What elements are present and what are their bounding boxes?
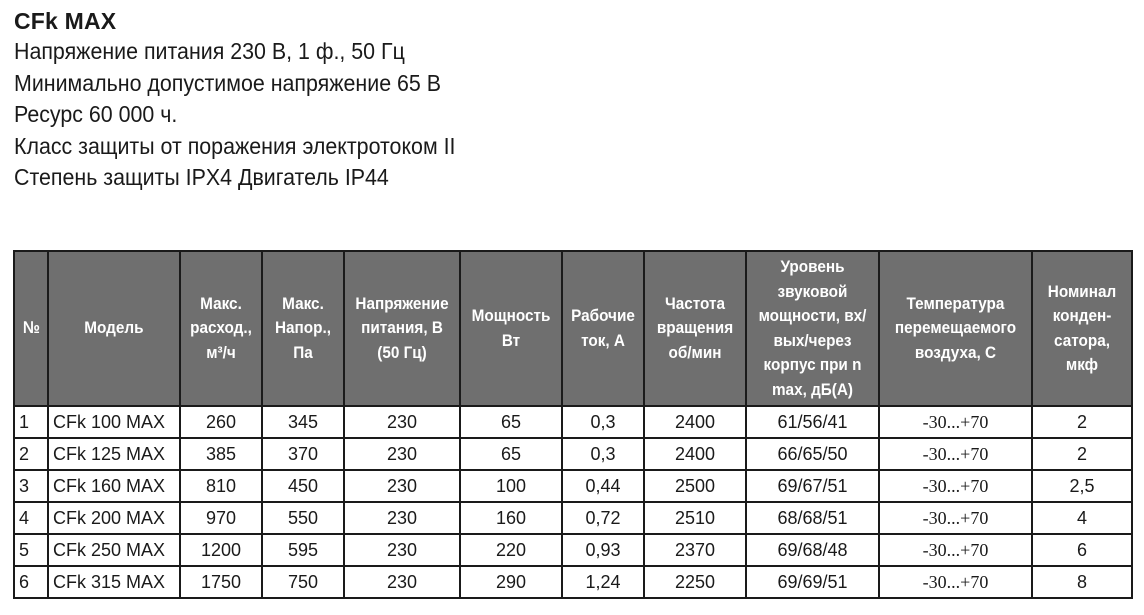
table-row [14,534,1132,566]
cell-voltage: 230 [344,438,460,470]
cell-capacitor: 2,5 [1032,470,1132,502]
cell-pressure: 750 [262,566,344,598]
cell-temperature: -30...+70 [879,406,1032,438]
cell-sound-level: 61/56/41 [746,406,879,438]
cell-number: 1 [14,406,48,438]
cell-power: 65 [460,406,562,438]
cell-capacitor: 2 [1032,438,1132,470]
cell-number: 5 [14,534,48,566]
cell-current: 0,3 [562,406,644,438]
cell-current: 0,44 [562,470,644,502]
cell-rpm: 2400 [644,406,746,438]
cell-power: 100 [460,470,562,502]
cell-capacitor: 6 [1032,534,1132,566]
cell-pressure: 450 [262,470,344,502]
cell-rpm: 2370 [644,534,746,566]
cell-model: CFk 200 MAX [48,502,180,534]
cell-pressure: 370 [262,438,344,470]
cell-airflow: 810 [180,470,262,502]
cell-airflow: 970 [180,502,262,534]
table-row [14,566,1132,598]
cell-model: CFk 160 MAX [48,470,180,502]
col-header-power: Мощность Вт [460,251,562,406]
col-header-model: Модель [48,251,180,406]
cell-rpm: 2510 [644,502,746,534]
table-row [14,502,1132,534]
product-title: CFk MAX [14,8,117,34]
cell-rpm: 2250 [644,566,746,598]
col-header-number: № [14,251,48,406]
cell-power: 160 [460,502,562,534]
table-row [14,438,1132,470]
cell-sound-level: 68/68/51 [746,502,879,534]
cell-current: 0,72 [562,502,644,534]
cell-voltage: 230 [344,534,460,566]
cell-model: CFk 250 MAX [48,534,180,566]
cell-model: CFk 100 MAX [48,406,180,438]
col-header-temperature: Температура перемещаемого воздуха, С [879,251,1032,406]
col-header-pressure: Макс. Напор., Па [262,251,344,406]
cell-power: 65 [460,438,562,470]
cell-current: 0,93 [562,534,644,566]
cell-pressure: 595 [262,534,344,566]
cell-rpm: 2500 [644,470,746,502]
spec-line-min-voltage: Минимально допустимое напряжение 65 В [14,69,442,96]
cell-temperature: -30...+70 [879,438,1032,470]
spec-line-lifetime: Ресурс 60 000 ч. [14,101,178,127]
cell-number: 2 [14,438,48,470]
cell-sound-level: 69/69/51 [746,566,879,598]
specs-table [13,250,1133,599]
cell-voltage: 230 [344,406,460,438]
col-header-voltage: Напряжение питания, В (50 Гц) [344,251,460,406]
spec-line-ip-rating: Степень защиты IPX4 Двигатель IP44 [14,164,389,190]
spec-line-voltage: Напряжение питания 230 В, 1 ф., 50 Гц [14,38,405,64]
cell-sound-level: 69/68/48 [746,534,879,566]
cell-airflow: 385 [180,438,262,470]
cell-sound-level: 66/65/50 [746,438,879,470]
col-header-capacitor: Номинал конден-сатора, мкф [1032,251,1132,406]
table-header-row [14,251,1132,406]
col-header-current: Рабочие ток, А [562,251,644,406]
spec-line-protection-class: Класс защиты от поражения электротоком II [14,132,456,159]
cell-sound-level: 69/67/51 [746,470,879,502]
cell-current: 1,24 [562,566,644,598]
cell-temperature: -30...+70 [879,502,1032,534]
spec-header [14,6,489,194]
cell-temperature: -30...+70 [879,534,1032,566]
cell-pressure: 345 [262,406,344,438]
cell-model: CFk 125 MAX [48,438,180,470]
cell-model: CFk 315 MAX [48,566,180,598]
cell-voltage: 230 [344,566,460,598]
cell-airflow: 260 [180,406,262,438]
cell-temperature: -30...+70 [879,470,1032,502]
cell-voltage: 230 [344,470,460,502]
cell-airflow: 1200 [180,534,262,566]
cell-number: 3 [14,470,48,502]
cell-temperature: -30...+70 [879,566,1032,598]
cell-rpm: 2400 [644,438,746,470]
cell-airflow: 1750 [180,566,262,598]
cell-capacitor: 8 [1032,566,1132,598]
table-row [14,470,1132,502]
table-row [14,406,1132,438]
cell-pressure: 550 [262,502,344,534]
cell-number: 4 [14,502,48,534]
cell-power: 220 [460,534,562,566]
cell-current: 0,3 [562,438,644,470]
col-header-rpm: Частота вращения об/мин [644,251,746,406]
cell-capacitor: 4 [1032,502,1132,534]
cell-capacitor: 2 [1032,406,1132,438]
cell-voltage: 230 [344,502,460,534]
cell-power: 290 [460,566,562,598]
col-header-airflow: Макс. расход., м³/ч [180,251,262,406]
col-header-sound-level: Уровень звуковой мощности, вх/вых/через корпус при n max, дБ(А) [746,251,879,406]
cell-number: 6 [14,566,48,598]
